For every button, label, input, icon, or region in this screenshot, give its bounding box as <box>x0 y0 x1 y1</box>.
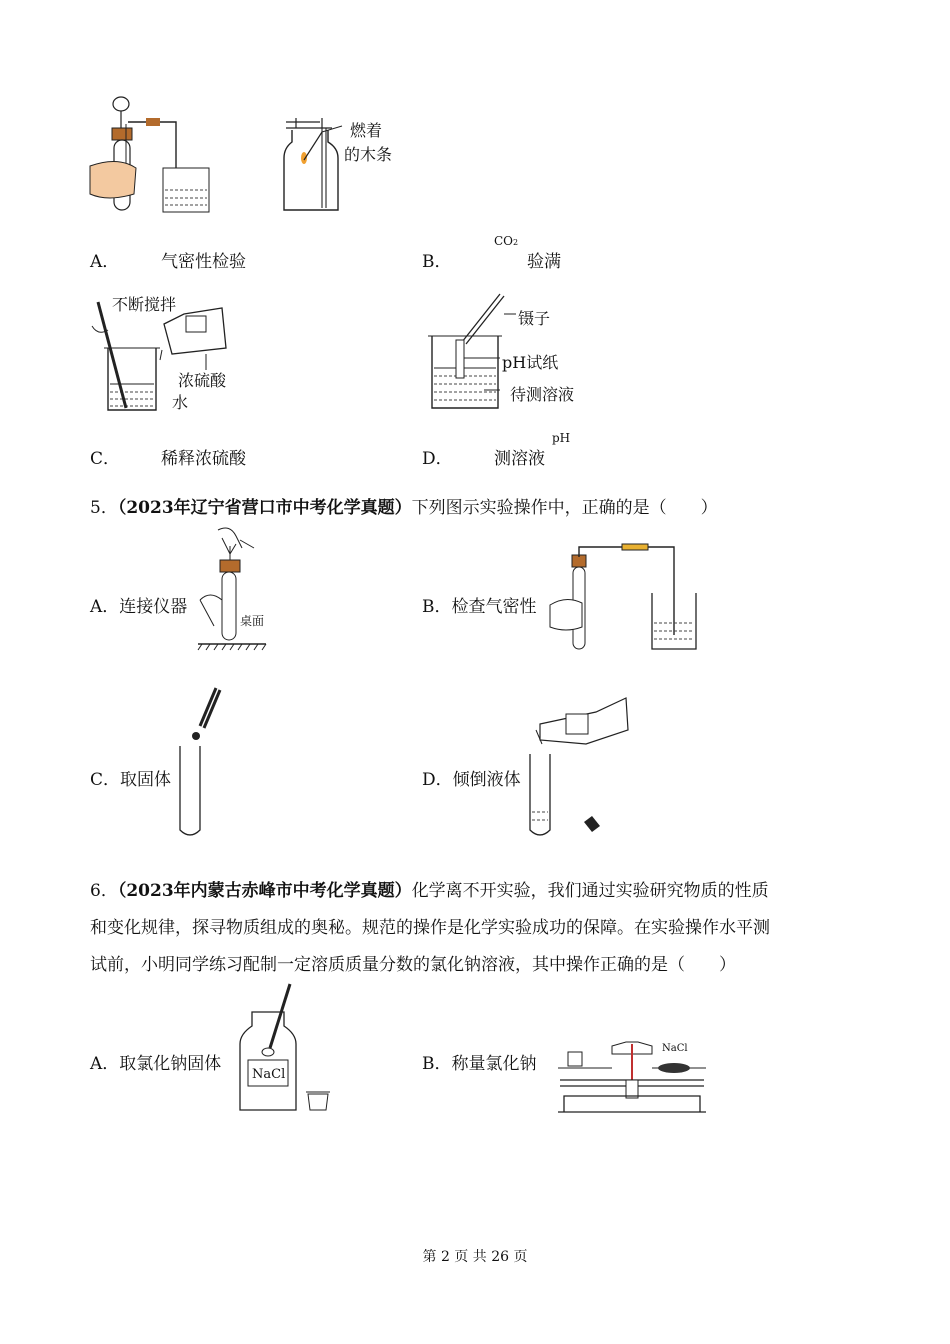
q5-option-c: C．取固体 <box>90 770 172 790</box>
q6-line-1: 6．（2023年内蒙古赤峰市中考化学真题）化学离不开实验，我们通过实验研究物质的性质 <box>90 881 769 901</box>
q4-option-d-text: 测溶液 <box>494 449 545 469</box>
fig-label-stir: 不断搅拌 <box>112 295 177 314</box>
q6-option-a: A．取氯化钠固体 <box>90 1054 222 1074</box>
fig-label-conc-acid: 浓硫酸 <box>178 371 227 390</box>
figure-co2-full-check <box>282 118 342 213</box>
q4-option-c-letter: C． <box>90 449 121 469</box>
fig-label-burning: 燃着 <box>350 121 383 140</box>
fig-label-nacl-bottle: NaCl <box>252 1067 286 1082</box>
fig-label-water: 水 <box>172 393 189 412</box>
figure-connect-instrument <box>196 526 276 651</box>
q5-option-d: D．倾倒液体 <box>422 770 521 790</box>
fig-label-tweezers: 镊子 <box>518 309 551 328</box>
figure-dilute-acid <box>88 298 233 413</box>
q4-option-d-letter: D． <box>422 449 453 469</box>
q5-stem-text: 下列图示实验操作中，正确的是（ ） <box>411 498 718 518</box>
fig-label-wood-strip: 的木条 <box>344 145 393 164</box>
figure-airtightness-check <box>88 94 208 219</box>
q5-option-a: A．连接仪器 <box>90 597 188 617</box>
q6-line-2: 和变化规律，探寻物质组成的奥秘。规范的操作是化学实验成功的保障。在实验操作水平测 <box>90 918 770 938</box>
fig-label-ph-paper: pH试纸 <box>502 353 559 372</box>
page-footer: 第 2 页 共 26 页 <box>422 1249 528 1265</box>
figure-pour-liquid <box>526 694 636 839</box>
q4-option-c-text: 稀释浓硫酸 <box>161 449 246 469</box>
q6-option-b: B．称量氯化钠 <box>422 1054 537 1074</box>
figure-check-airtightness <box>548 543 698 653</box>
figure-take-nacl <box>238 982 338 1114</box>
q4-option-b-letter: B． <box>422 252 452 272</box>
fig-label-test-solution: 待测溶液 <box>510 385 575 404</box>
q4-option-a-text: 气密性检验 <box>161 252 246 272</box>
q6-line-3: 试前，小明同学练习配制一定溶质质量分数的氯化钠溶液，其中操作正确的是（ ） <box>90 955 736 975</box>
q4-option-a-letter: A． <box>90 252 120 272</box>
fig-label-nacl-scale: NaCl <box>662 1043 688 1054</box>
q5-stem <box>90 493 718 518</box>
q4-option-d-superscript: pH <box>552 431 571 445</box>
q5-option-b: B．检查气密性 <box>422 597 537 617</box>
q4-option-b-formula: CO2 <box>494 234 519 248</box>
fig-label-desk: 桌面 <box>240 614 265 628</box>
figure-take-solid <box>176 686 226 838</box>
q4-option-b-text: 验满 <box>527 252 561 272</box>
q5-number: 5． <box>90 498 118 518</box>
q5-source: （2023年辽宁省营口市中考化学真题） <box>117 498 412 518</box>
